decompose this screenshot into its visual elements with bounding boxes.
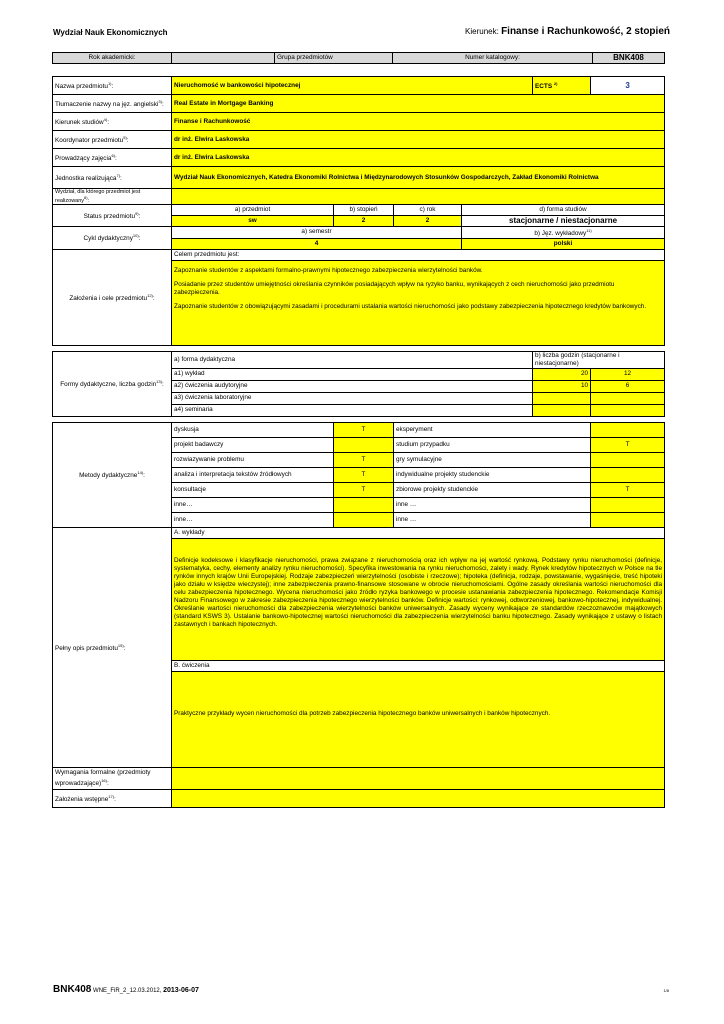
faculty-header: Wydział Nauk Ekonomicznych — [53, 28, 168, 37]
lecture-text: Definicje kodeksowe i klasyfikacje nieruchomości, prawa związane z nieruchomością oraz ich wpływ na jej wartość rynkową. Podstawy rynku nieruchomości (definicje, systematyka, cechy, elementy analizy rynku nieruchomości). Specyfika inwestowania na rynku nieruchomości, zalety i wady. Rynek kredytów hipotecznych w Polsce na tle rynków innych krajów Unii Europejskiej. Rodzaje zabezpieczeń wierzytelności (osobiste i rzeczowe); hipoteka (definicja, rodzaje, powstawanie, wygaśnięcie, treść hipoteki jako działu w księdze wieczystej); inne zabezpieczenia prawno-finansowe stosowane w obrocie nieruchomościami. Ogólne zasady określania wartości nieruchomości dla celu zabezpieczenia hipotecznego. Wycena nieruchomości jako źródło ryzyka bankowego w procesie ustanawiania zabezpieczenia hipotecznego. Rekomendacje Komisji Nadzoru Finansowego w zakresie zabezpieczenia hipotecznego wierzytelności banków. Definicje wartości: rynkowej, odtworzeniowej, bankowo-hipotecznej, indywidualnej. Określanie wartości nieruchomości dla zabezpieczenia wierzytelności banków uniwersalnych. Zasady wyceny wynikające ze standardów rzeczoznawców majątkowych (standard KSWS 3). Ustalanie bankowo-hipotecznej wartości nieruchomości dla zabezpieczenia wierzytelności banku hipotecznego. Zasady wynikające z ustawy o listach zastawnych i bankach hipotecznych. — [172, 539, 664, 661]
form-auditory: a2) ćwiczenia audytoryjne — [172, 380, 533, 392]
subject-group-label: Grupa przedmiotów — [275, 53, 393, 64]
exercise-text: Praktyczne przykłady wycen nieruchomości dla potrzeb zabezpieczenia hipotecznego banków uniwersalnych i banków hipotecznych. — [172, 672, 664, 767]
goals-label: Założenia i cele przedmiotu$^{12)}$: — [53, 249, 172, 345]
forms-col-form: a) forma dydaktyczna — [172, 351, 533, 368]
syllabus-form — [52, 76, 665, 808]
form-auditory-niestac: 6 — [591, 380, 665, 392]
footer-file: WNE_FiR_2_12.03.2012, — [93, 988, 162, 994]
forms-label: Formy dydaktyczne, liczba godzin$^{13)}$: — [53, 351, 172, 416]
method-left-mark — [334, 497, 394, 512]
exercise-heading: B. ćwiczenia — [172, 661, 664, 672]
status-level-value: 2 — [334, 215, 394, 226]
program-header-label: Kierunek: — [465, 27, 499, 36]
ects-value: 3 — [591, 77, 665, 95]
method-left-mark: T — [334, 422, 394, 437]
form-lecture-stac: 20 — [533, 368, 591, 380]
coordinator-value: dr inż. Elwira Laskowska — [172, 131, 665, 149]
method-right: indywidualne projekty studenckie — [394, 467, 591, 482]
academic-year-value — [172, 53, 275, 64]
english-name-label: Tłumaczenie nazwy na jęz. angielski$^{3)}$: — [53, 95, 172, 113]
method-left: rozwiazywanie problemu — [172, 452, 334, 467]
method-left-mark: T — [334, 452, 394, 467]
goals-point-2: Posiadanie przez studentów umiejętności określania czynników posiadających wpływ na ryzyko banku, wynikających z cech nieruchomości jako przedmiotu zabezpieczenia. — [174, 280, 615, 296]
method-right-mark — [591, 422, 665, 437]
forms-col-hours: b) liczba godzin (stacjonarne i niestacjonarne) — [533, 351, 665, 368]
implementing-unit-label: Jednostka realizująca$^{7)}$: — [53, 167, 172, 189]
cycle-semester-value: 4 — [172, 238, 462, 249]
coordinator-label: Koordynator przedmiotu$^{5)}$: — [53, 131, 172, 149]
form-laboratory: a3) ćwiczenia laboratoryjne — [172, 392, 533, 404]
faculty-for-label: Wydział, dla którego przedmiot jest realizowany$^{8)}$: — [53, 189, 172, 205]
implementing-unit-value: Wydział Nauk Ekonomicznych, Katedra Ekonomiki Rolnictwa i Międzynarodowych Stosunków Gospodarczych, Zakład Ekonomiki Rolnictwa — [172, 167, 665, 189]
status-col-year: c) rok — [394, 204, 462, 215]
description-label: Pełny opis przedmiotu$^{15)}$: — [53, 527, 172, 767]
status-subject-value: sw — [172, 215, 334, 226]
prerequisites-label: Założenia wstępne$^{17)}$: — [53, 789, 172, 807]
method-left: inne… — [172, 497, 334, 512]
method-left: konsultacje — [172, 482, 334, 497]
status-form-value: stacjonarne / niestacjonarne — [462, 215, 665, 226]
cycle-label: Cykl dydaktyczny$^{10)}$: — [53, 226, 172, 249]
subject-name-label: Nazwa przedmiotu$^{1)}$: — [53, 77, 172, 95]
requirements-label: Wymagania formalne (przedmioty wprowadzające)$^{16)}$: — [53, 767, 172, 789]
top-bar — [52, 52, 665, 64]
method-right-mark — [591, 452, 665, 467]
method-left: inne… — [172, 512, 334, 527]
method-right: inne … — [394, 497, 591, 512]
status-year-value: 2 — [394, 215, 462, 226]
academic-year-label: Rok akademicki: — [53, 53, 172, 64]
method-left: projekt badawczy — [172, 437, 334, 452]
subject-name-value: Nieruchomość w bankowości hipotecznej — [172, 77, 533, 95]
method-left: dyskusja — [172, 422, 334, 437]
form-seminar-stac — [533, 404, 591, 416]
field-of-study-value: Finanse i Rachunkowość — [172, 113, 665, 131]
form-seminar: a4) seminaria — [172, 404, 533, 416]
cycle-language-value: polski — [462, 238, 665, 249]
cycle-col-language: b) Jęz. wykładowy$^{11)}$ — [462, 226, 665, 238]
method-right-mark: T — [591, 437, 665, 452]
catalog-number-label: Numer katalogowy: — [393, 53, 593, 64]
form-laboratory-niestac — [591, 392, 665, 404]
field-of-study-label: Kierunek studiów$^{4)}$: — [53, 113, 172, 131]
english-name-value: Real Estate in Mortgage Banking — [172, 95, 665, 113]
instructor-value: dr inż. Elwira Laskowska — [172, 149, 665, 167]
method-left-mark: T — [334, 482, 394, 497]
method-left-mark — [334, 437, 394, 452]
status-label: Status przedmiotu$^{9)}$: — [53, 204, 172, 226]
requirements-value — [172, 767, 665, 789]
goals-point-1: Zapoznanie studentów z aspektami formalno-prawnymi hipotecznego zabezpieczenia wierzytelności banków. — [174, 266, 483, 274]
method-left-mark: T — [334, 467, 394, 482]
prerequisites-value — [172, 789, 665, 807]
methods-label: Metody dydaktyczne$^{14)}$: — [53, 422, 172, 527]
page-number: 1/8 — [663, 988, 669, 993]
method-right: gry symulacyjne — [394, 452, 591, 467]
method-right-mark: T — [591, 482, 665, 497]
lecture-heading: A. wykłady — [172, 528, 664, 539]
method-right-mark — [591, 497, 665, 512]
status-col-form: d) forma studiów — [462, 204, 665, 215]
form-laboratory-stac — [533, 392, 591, 404]
ects-label: ECTS $^{2)}$ — [533, 77, 591, 95]
description-value — [172, 527, 665, 767]
cycle-col-semester: a) semestr — [172, 226, 462, 238]
goals-value — [172, 249, 665, 345]
program-header-value: Finanse i Rachunkowość, 2 stopień — [501, 26, 670, 37]
status-col-level: b) stopień — [334, 204, 394, 215]
form-auditory-stac: 10 — [533, 380, 591, 392]
program-header — [465, 26, 670, 37]
method-right-mark — [591, 512, 665, 527]
goals-intro: Celem przedmiotu jest: — [172, 250, 664, 261]
form-lecture: a1) wykład — [172, 368, 533, 380]
method-right: eksperyment — [394, 422, 591, 437]
form-lecture-niestac: 12 — [591, 368, 665, 380]
faculty-for-value — [172, 189, 665, 205]
instructor-label: Prowadzący zajęcia$^{6)}$: — [53, 149, 172, 167]
method-right: inne … — [394, 512, 591, 527]
catalog-number-value: BNK408 — [593, 53, 665, 64]
footer-date: 2013-06-07 — [163, 987, 199, 994]
form-seminar-niestac — [591, 404, 665, 416]
method-left: analiza i interpretacja tekstów źródłowych — [172, 467, 334, 482]
method-left-mark — [334, 512, 394, 527]
status-col-subject: a) przedmiot — [172, 204, 334, 215]
goals-point-3: Zapoznanie studentów z obowiązującymi zasadami i procedurami ustalania wartości nieruchomości jako podstawy zabezpieczenia hipotecznego kredytów bankowych. — [174, 302, 647, 310]
method-right: zbiorowe projekty studenckie — [394, 482, 591, 497]
method-right: studium przypadku — [394, 437, 591, 452]
footer — [53, 984, 199, 995]
method-right-mark — [591, 467, 665, 482]
footer-code: BNK408 — [53, 984, 92, 995]
